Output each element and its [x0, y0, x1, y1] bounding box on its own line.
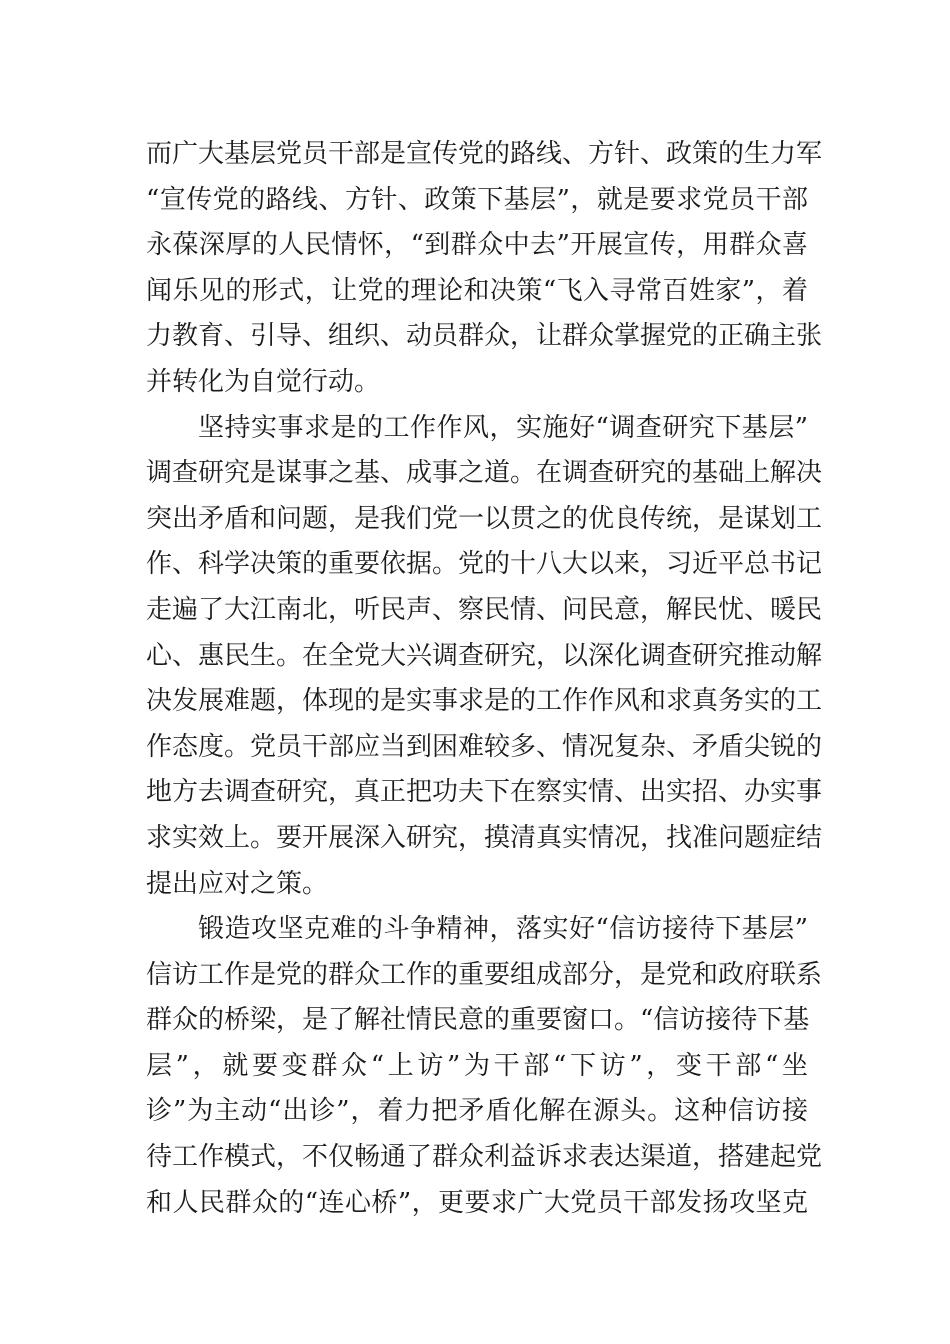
text-line: 锻造攻坚克难的斗争精神，落实好“信访接待下基层”: [198, 914, 808, 945]
text-line: 调查研究是谋事之基、成事之道。在调查研究的基础上解决: [146, 458, 823, 489]
text-line: 走遍了大江南北，听民声、察民情、问民意，解民忧、暖民: [146, 594, 823, 625]
text-line: 闻乐见的形式，让党的理论和决策“飞入寻常百姓家”，着: [146, 275, 808, 306]
text-line: “宣传党的路线、方针、政策下基层”，就是要求党员干部: [146, 184, 808, 215]
body-text: [146, 132, 823, 1226]
text-line: 待工作模式，不仅畅通了群众利益诉求表达渠道，搭建起党: [146, 1142, 823, 1173]
text-line: 突出矛盾和问题，是我们党一以贯之的优良传统，是谋划工: [146, 503, 823, 534]
text-line: 并转化为自觉行动。: [146, 366, 381, 397]
text-line: 而广大基层党员干部是宣传党的路线、方针、政策的生力军: [146, 139, 823, 169]
text-line: 力教育、引导、组织、动员群众，让群众掌握党的正确主张: [146, 321, 823, 352]
text-line: 坚持实事求是的工作作风，实施好“调查研究下基层”: [198, 412, 808, 443]
text-line: 层”，就要变群众“上访”为干部“下访”，变干部“坐: [146, 1050, 808, 1081]
text-line: 求实效上。要开展深入研究，摸清真实情况，找准问题症结: [146, 822, 823, 853]
text-line: 决发展难题，体现的是实事求是的工作作风和求真务实的工: [146, 686, 823, 717]
text-line: 和人民群众的“连心桥”，更要求广大党员干部发扬攻坚克: [146, 1187, 808, 1218]
text-line: 诊”为主动“出诊”，着力把矛盾化解在源头。这种信访接: [146, 1096, 808, 1127]
text-line: 作态度。党员干部应当到困难较多、情况复杂、矛盾尖锐的: [146, 731, 823, 762]
text-line: 心、惠民生。在全党大兴调查研究，以深化调查研究推动解: [146, 640, 823, 671]
text-line: 地方去调查研究，真正把功夫下在察实情、出实招、办实事: [146, 777, 823, 808]
text-line: 提出应对之策。: [146, 868, 329, 899]
text-line: 作、科学决策的重要依据。党的十八大以来，习近平总书记: [146, 549, 823, 580]
text-line: 永葆深厚的人民情怀，“到群众中去”开展宣传，用群众喜: [146, 230, 808, 261]
text-line: 信访工作是党的群众工作的重要组成部分，是党和政府联系: [146, 959, 823, 990]
text-line: 群众的桥梁，是了解社情民意的重要窗口。“信访接待下基: [146, 1005, 810, 1036]
